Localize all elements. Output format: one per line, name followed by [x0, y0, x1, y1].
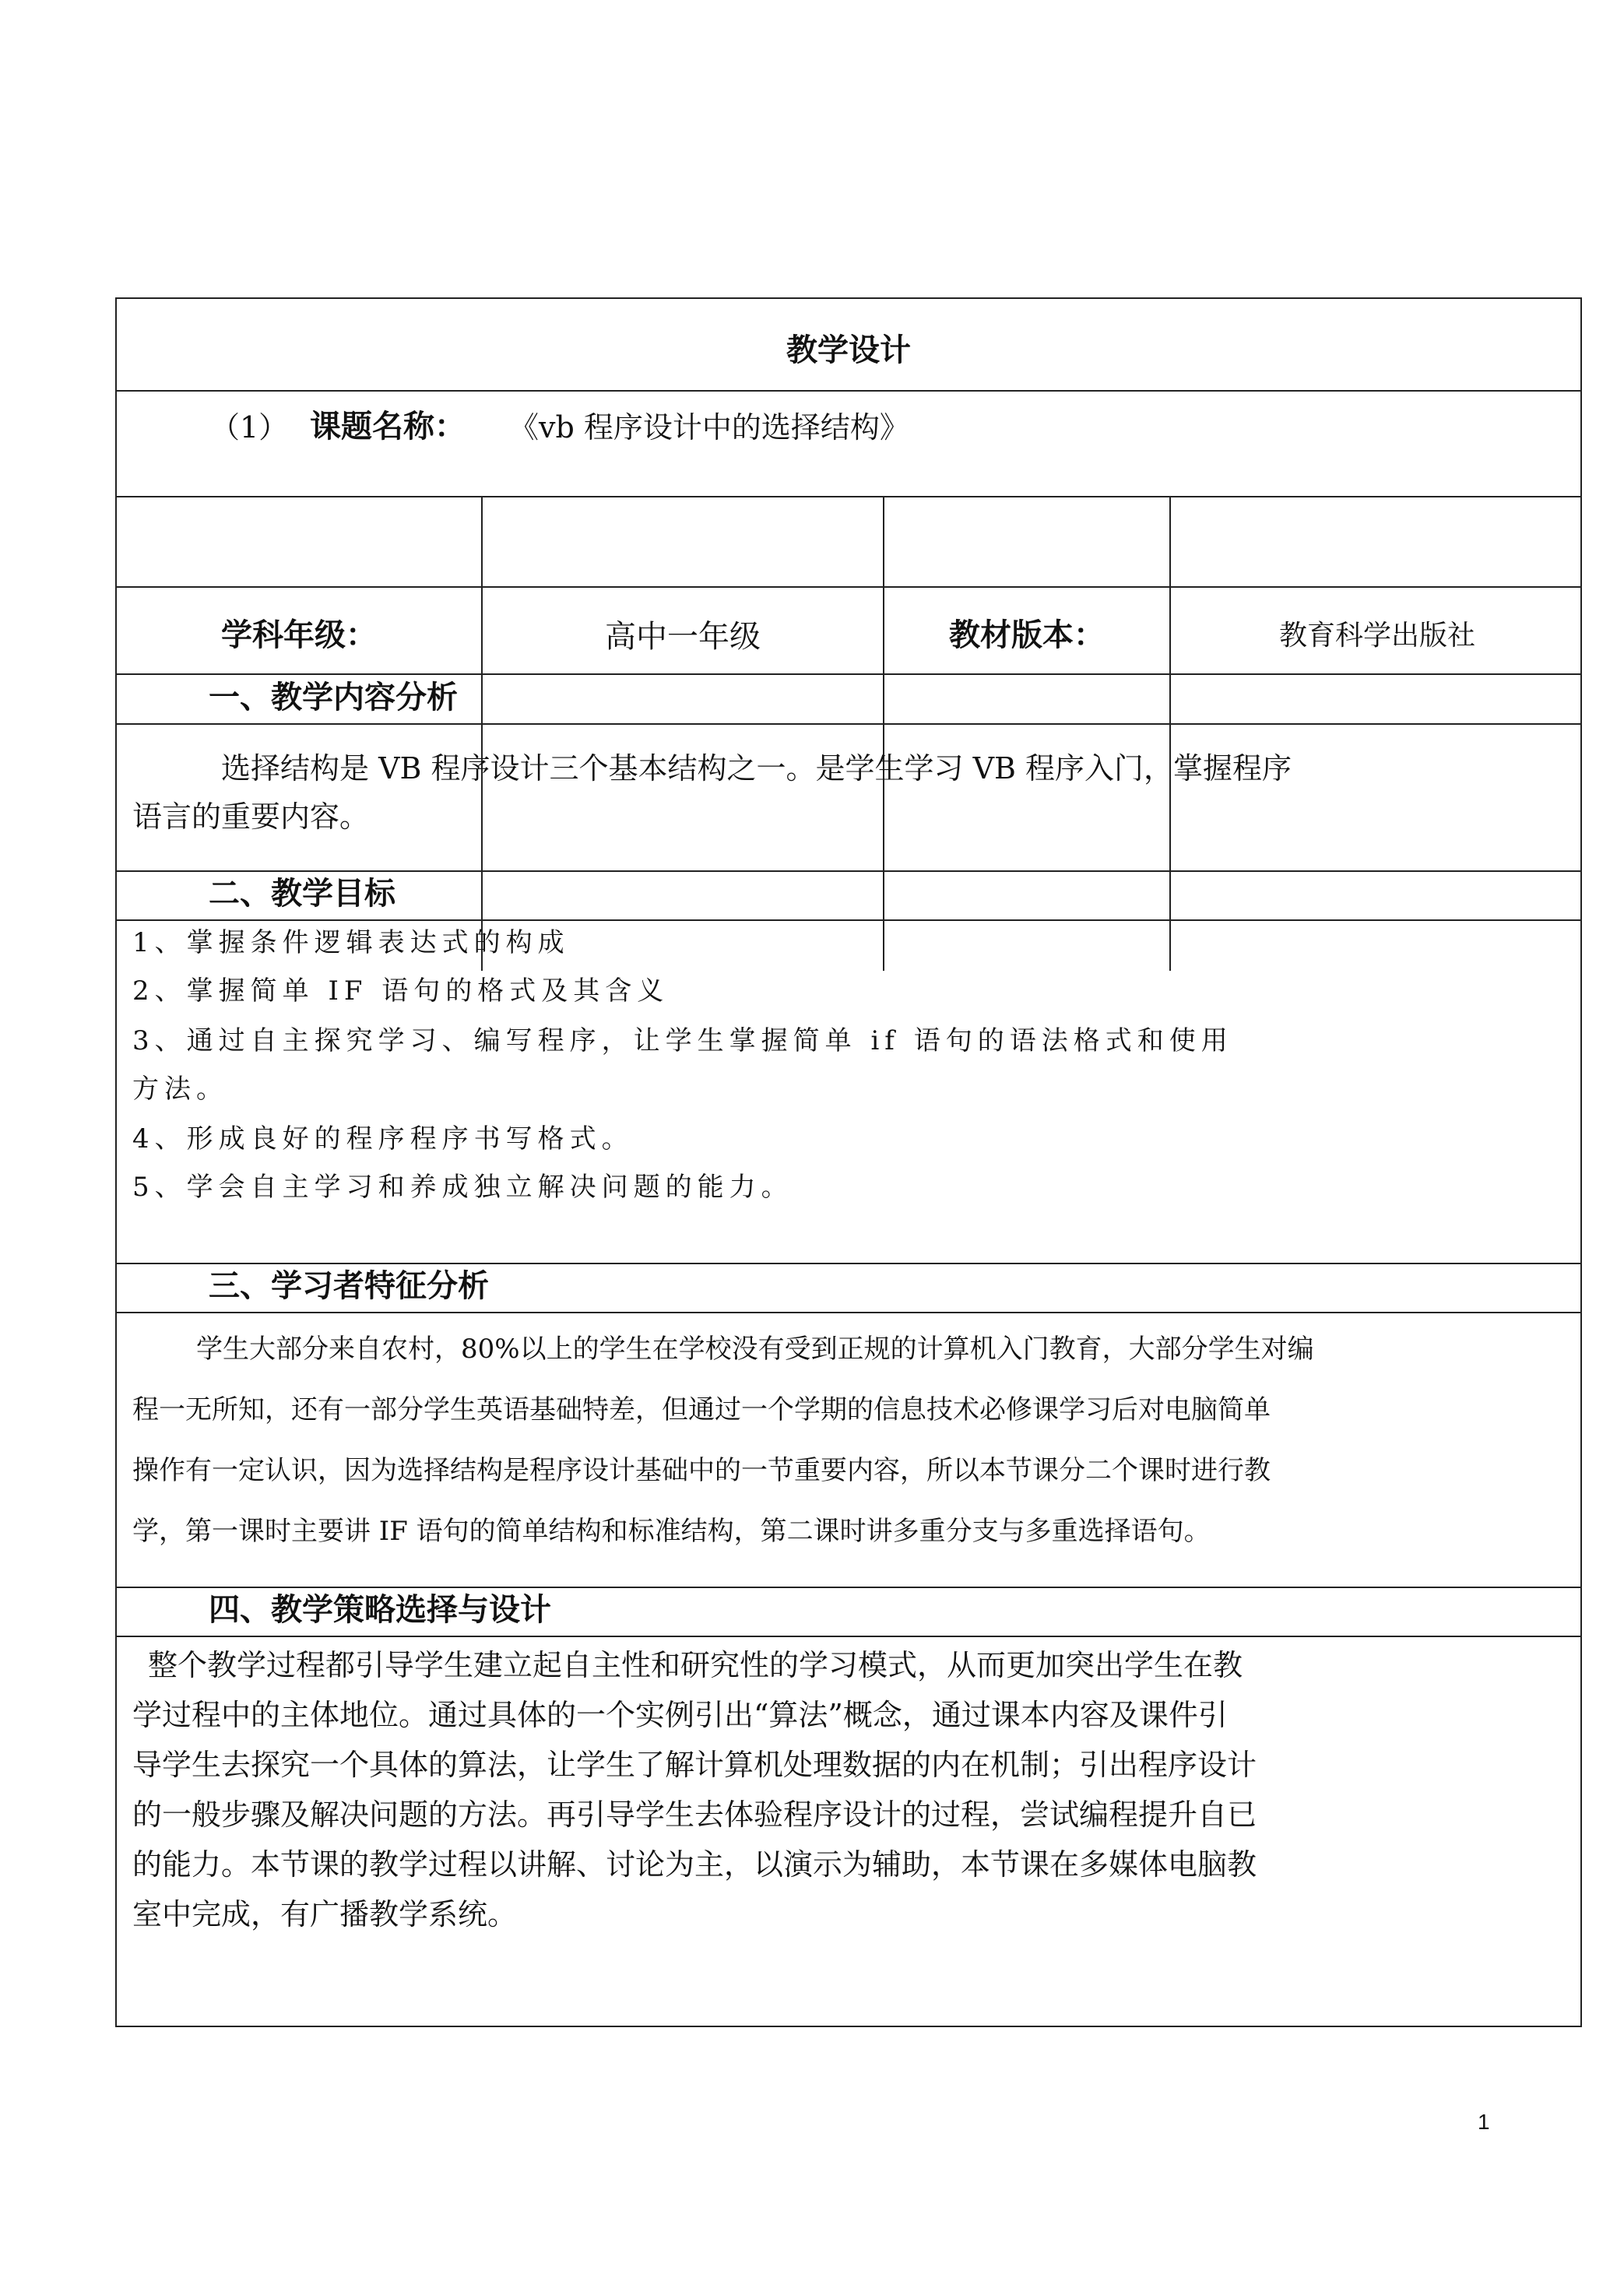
strategy-line: 整个教学过程都引导学生建立起自主性和研究性的学习模式，从而更加突出学生在教 — [148, 1648, 1243, 1682]
goal-item: 2、掌握简单 IF 语句的格式及其含义 — [132, 975, 670, 1007]
goal-item: 1、掌握条件逻辑表达式的构成 — [132, 927, 570, 958]
section-heading-teaching-goals: 二、教学目标 — [209, 876, 395, 912]
goal-item: 3、通过自主探究学习、编写程序，让学生掌握简单 if 语句的语法格式和使用 — [132, 1025, 1233, 1056]
table-title: 教学设计 — [786, 332, 911, 368]
section-heading-content-analysis: 一、教学内容分析 — [209, 680, 458, 715]
content-analysis-line: 语言的重要内容。 — [132, 800, 370, 834]
cell-divider — [883, 496, 884, 971]
strategy-line: 导学生去探究一个具体的算法，让学生了解计算机处理数据的内在机制；引出程序设计 — [132, 1748, 1257, 1782]
strategy-line: 室中完成，有广播教学系统。 — [132, 1897, 518, 1931]
learner-analysis-line: 学生大部分来自农村，80%以上的学生在学校没有受到正规的计算机入门教育，大部分学生对编 — [196, 1334, 1314, 1365]
topic-number: （1） — [210, 410, 289, 445]
divider — [117, 723, 1580, 725]
strategy-line: 学过程中的主体地位。通过具体的一个实例引出“算法”概念，通过课本内容及课件引 — [132, 1698, 1228, 1732]
goal-item: 4、形成良好的程序程序书写格式。 — [132, 1123, 634, 1155]
textbook-label: 教材版本： — [949, 617, 1105, 653]
divider — [117, 1636, 1580, 1637]
content-analysis-line: 选择结构是 VB 程序设计三个基本结构之一。是学生学习 VB 程序入门，掌握程序 — [221, 751, 1292, 786]
cell-divider — [481, 496, 483, 971]
grade-label: 学科年级： — [221, 617, 377, 653]
goal-item: 方法。 — [132, 1074, 228, 1105]
divider — [117, 1312, 1580, 1313]
goal-item: 5、学会自主学习和养成独立解决问题的能力。 — [132, 1172, 793, 1203]
section-heading-strategy: 四、教学策略选择与设计 — [209, 1592, 551, 1628]
learner-analysis-line: 学，第一课时主要讲 IF 语句的简单结构和标准结构，第二课时讲多重分支与多重选择语句。 — [132, 1516, 1211, 1547]
divider — [117, 390, 1580, 392]
page-number: 1 — [1478, 2110, 1490, 2134]
lesson-design-table — [115, 297, 1582, 2027]
section-heading-learner-analysis: 三、学习者特征分析 — [209, 1268, 489, 1304]
topic-label: 课题名称： — [310, 409, 466, 445]
strategy-line: 的能力。本节课的教学过程以讲解、讨论为主，以演示为辅助，本节课在多媒体电脑教 — [132, 1847, 1257, 1882]
grade-value: 高中一年级 — [605, 619, 761, 655]
cell-divider — [1169, 496, 1171, 971]
learner-analysis-line: 程一无所知，还有一部分学生英语基础特差，但通过一个学期的信息技术必修课学习后对电脑简单 — [132, 1394, 1271, 1425]
textbook-value: 教育科学出版社 — [1278, 620, 1475, 652]
strategy-line: 的一般步骤及解决问题的方法。再引导学生去体验程序设计的过程，尝试编程提升自已 — [132, 1798, 1257, 1832]
divider — [117, 496, 1580, 497]
topic-value: 《vb 程序设计中的选择结构》 — [509, 410, 909, 445]
divider — [117, 586, 1580, 588]
learner-analysis-line: 操作有一定认识，因为选择结构是程序设计基础中的一节重要内容，所以本节课分二个课时进行教 — [132, 1455, 1271, 1486]
